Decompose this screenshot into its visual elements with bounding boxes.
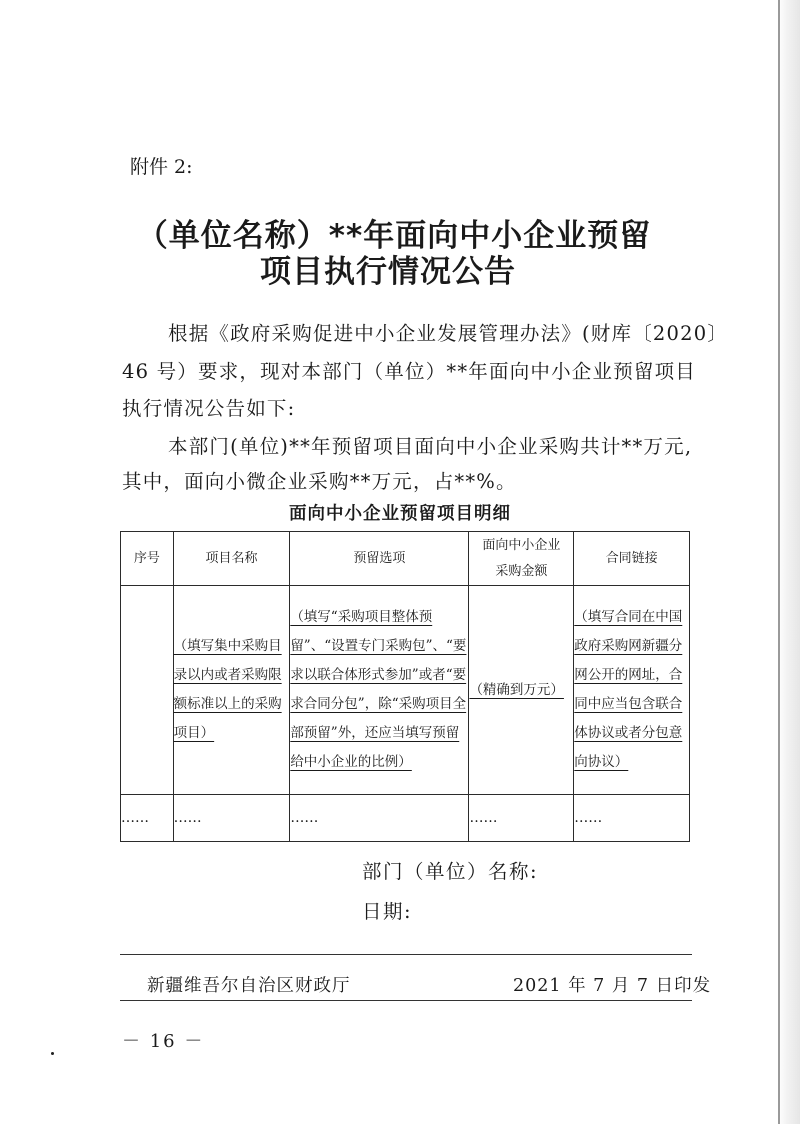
table-header-row — [121, 532, 690, 586]
table-row-ellipsis — [121, 795, 690, 842]
header-reserve-option: 预留选项 — [290, 532, 469, 586]
header-serial-no: 序号 — [121, 532, 174, 586]
body-paragraph-line-1: 根据《政府采购促进中小企业发展管理办法》(财库〔2020〕 — [168, 322, 729, 345]
header-contract-link: 合同链接 — [574, 532, 690, 586]
date-label: 日期: — [362, 900, 413, 923]
issue-date: 2021 年 7 月 7 日印发 — [513, 976, 712, 996]
ellipsis-cell: …… — [469, 795, 574, 842]
reserved-projects-table — [120, 531, 690, 842]
cell-serial-no — [121, 586, 174, 795]
body-paragraph-line-5: 其中，面向小微企业采购**万元，占**%。 — [122, 470, 517, 493]
reserve-option-text: （填写“采购项目整体预留”、“设置专门采购包”、“要求以联合体形式参加”或者“要求合同分包”，除“采购项目全部预留”外，还应当填写预留给中小企业的比例） — [290, 609, 467, 770]
page-border-line — [778, 0, 780, 1124]
cell-reserve-option — [290, 586, 469, 795]
project-name-text: （填写集中采购目录以内或者采购限额标准以上的采购项目） — [173, 638, 282, 741]
cell-amount — [469, 586, 574, 795]
document-title-line-2: 项目执行情况公告 — [260, 254, 516, 290]
header-amount-line-2: 采购金额 — [495, 563, 548, 579]
attachment-label: 附件 2: — [130, 156, 193, 178]
body-paragraph-line-4: 本部门(单位)**年预留项目面向中小企业采购共计**万元, — [168, 435, 693, 458]
header-procurement-amount — [469, 532, 574, 586]
header-project-name: 项目名称 — [173, 532, 290, 586]
issuer-name: 新疆维吾尔自治区财政厅 — [147, 976, 351, 996]
cell-project-name — [173, 586, 290, 795]
department-name-label: 部门（单位）名称: — [362, 860, 539, 883]
header-amount-line-1: 面向中小企业 — [482, 537, 561, 553]
ellipsis-cell: …… — [290, 795, 469, 842]
document-title-line-1: （单位名称）**年面向中小企业预留 — [136, 218, 652, 254]
scanned-page-edge — [778, 0, 800, 1124]
ellipsis-cell: …… — [121, 795, 174, 842]
contract-link-text: （填写合同在中国政府采购网新疆分网公开的网址，合同中应当包含联合体协议或者分包意向协议） — [574, 609, 683, 770]
cell-contract-link — [574, 586, 690, 795]
ellipsis-cell: …… — [173, 795, 290, 842]
amount-text: （精确到万元） — [469, 681, 564, 698]
body-paragraph-line-2: 46 号）要求，现对本部门（单位）**年面向中小企业预留项目 — [122, 360, 697, 383]
page-number: － 16 － — [122, 1031, 205, 1052]
scan-speck — [51, 1052, 54, 1055]
footer-bottom-rule — [120, 1000, 692, 1001]
table-title: 面向中小企业预留项目明细 — [289, 504, 511, 524]
footer-top-rule — [120, 954, 692, 955]
ellipsis-cell: …… — [574, 795, 690, 842]
body-paragraph-line-3: 执行情况公告如下: — [122, 397, 296, 420]
table-row — [121, 586, 690, 795]
